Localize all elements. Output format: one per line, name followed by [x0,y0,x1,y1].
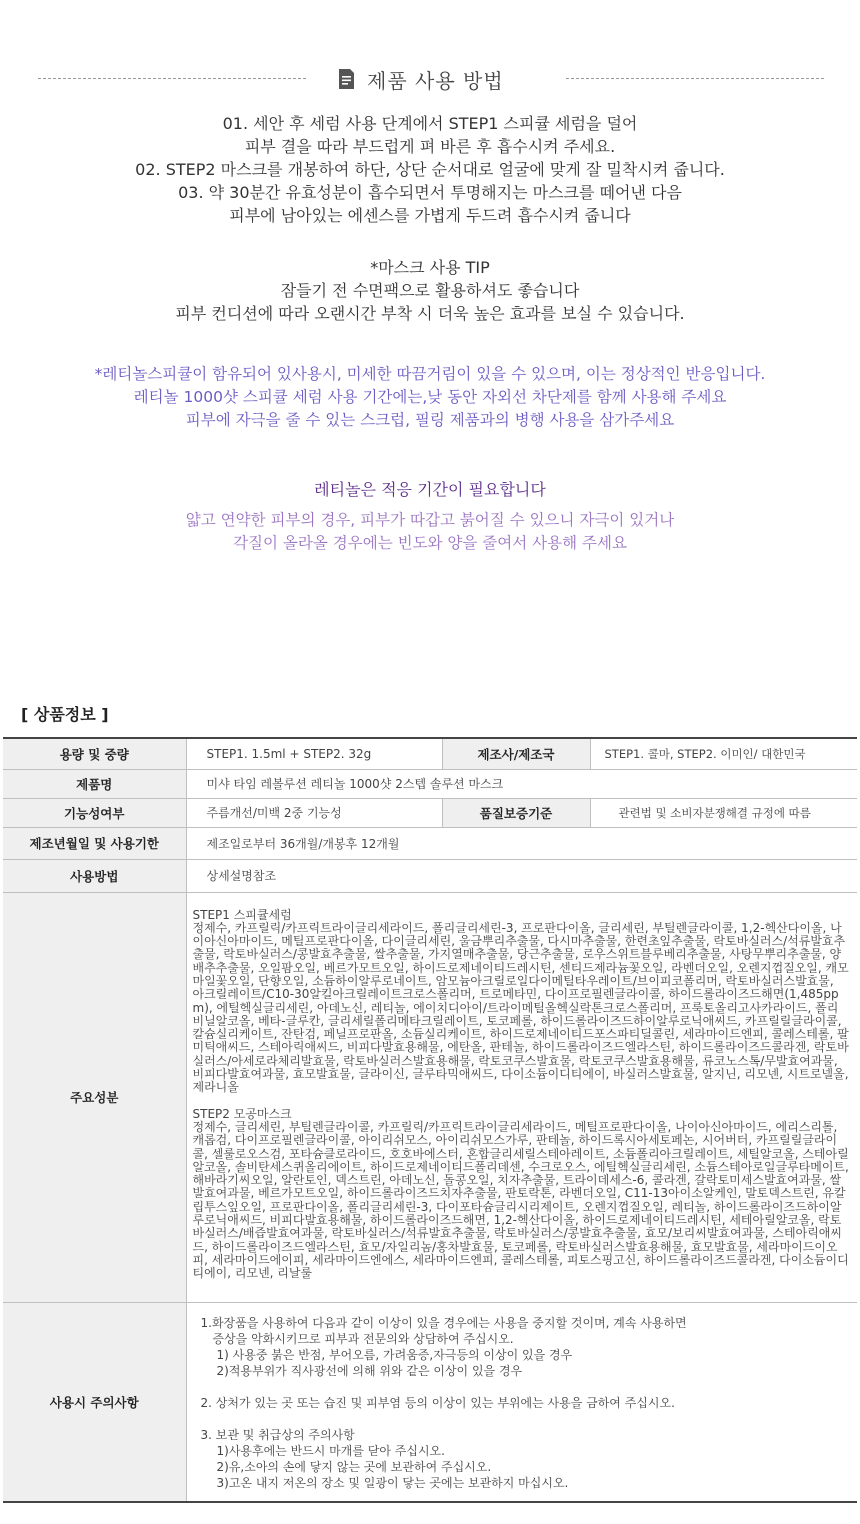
method-label: 사용방법 [3,859,186,892]
retinol-notice [0,363,860,432]
notice-line: 피부에 자극을 줄 수 있는 스크럽, 필링 제품과의 병행 사용을 삼가주세요 [185,411,675,429]
table-row [3,827,857,859]
usage-step-line: 03. 약 30분간 유효성분이 흡수되면서 투명해지는 마스크를 떼어낸 다음 [178,183,682,202]
retinol-line: 얇고 연약한 피부의 경우, 피부가 따갑고 붉어질 수 있으니 자극이 있거나 [185,511,675,529]
capacity-label: 용량 및 중량 [3,738,186,769]
method-value: 상세설명참조 [186,859,857,892]
usage-title [338,64,504,94]
tip-line: 잠들기 전 수면팩으로 활용하셔도 좋습니다 [280,281,580,300]
caution-item: 3)고온 내지 저온의 장소 및 일광이 닿는 곳에는 보관하지 마십시오. [216,1475,569,1490]
notice-line: 레티놀 1000샷 스피큘 세럼 사용 기간에는,낮 동안 자외선 차단제를 함께 사용해 주세요 [133,388,727,406]
caution-item: 증상을 악화시키므로 피부과 전문의와 상담하여 주십시오. [212,1331,514,1346]
tip-title: *마스크 사용 TIP [370,258,490,277]
divider-right [566,78,824,79]
step2-title: STEP2 모공마스크 [192,1106,292,1121]
product-name-label: 제품명 [3,769,186,798]
divider-left [38,78,306,79]
maker-label: 제조사/제조국 [442,738,590,769]
usage-title-text: 제품 사용 방법 [367,68,504,93]
caution-label: 사용시 주의사항 [3,1302,186,1502]
usage-steps [0,112,860,325]
tip-line: 피부 컨디션에 따라 오랜시간 부착 시 더욱 높은 효과를 보실 수 있습니다. [175,304,685,323]
caution-item: 3. 보관 및 취급상의 주의사항 [200,1427,355,1442]
caution-item: 1)사용후에는 반드시 마개를 닫아 주십시오. [216,1443,445,1458]
expiry-label: 제조년월일 및 사용기한 [3,827,186,859]
document-icon [338,69,355,89]
table-row [3,798,857,827]
caution-item: 1.화장품을 사용하여 다음과 같이 이상이 있을 경우에는 사용을 중지할 것이며, 계속 사용하면 [200,1315,687,1330]
table-row [3,769,857,798]
step2-ingredients: 정제수, 글리세린, 부틸렌글라이콜, 카프릴릭/카프릭트라이글리세라이드, 메틸프로판다이올, 나이아신아마이드, 에리스리톨, 캐롭검, 다이프로필렌글라이콜, 아이리쉬모스, 아이리쉬모스가루, 판테놀, 하이드록시아세토페논, 시어버터, 카프릴릴글라이콜, 셀룰로오스검, 포타슘클로라이드, 호호바에스터, 혼합글리세릴스테아레이트, 소듐폴리아크릴레이트, 세틸알코올, 스테아릴알코올, 솔비탄세스퀴올리에이트, 하이드로제네이티드폴리데센, 수크로오스, 에틸헥실글리세린, 소듐스테아로일글루타메이트, 해바라기씨오일, 알란토인, 덱스트린, 아데노신, 돌콩오일, 치자추출물, 트라이데세스-6, 콜라겐, 갈락토미세스발효여과물, 쌀발효여과물, 베르가모트오일, 하이드롤라이즈드치자추출물, 판토락톤, 라벤더오일, C11-13아이소알케인, 말토덱스트린, 유칼립투스잎오일, 프로판다이올, 폴리글리세린-3, 다이포타슘글리시리제이트, 오렌지껍질오일, 레티놀, 하이드롤라이즈드하이알루로닉애씨드, 비피다발효용해물, 하이드롤라이즈드해면, 1,2-헥산다이올, 하이드로제네이티드레시틴, 세테아릴알코올, 락토바실러스/배즙발효여과물, 락토바실러스/석류발효추출물, 락토바실러스/콩발효추출물, 효모/보리씨발효여과물, 스테아릭애씨드, 하이드롤라이즈드엘라스틴, 효모/자일리놈/홍차발효물, 토코페롤, 락토바실러스발효용해물, 효모발효물, 세라마이드이오피, 세라마이드에이피, 세라마이드엔에스, 세라마이드엔피, 콜레스테롤, 피토스핑고신, 하이드롤라이즈드콜라겐, 다이소듐이디티에이, 리모넨, 리날룰 [192,1119,849,1281]
function-value: 주름개선/미백 2중 기능성 [186,798,442,827]
quality-value: 관련법 및 소비자분쟁해결 규정에 따름 [590,798,857,827]
expiry-value: 제조일로부터 36개월/개봉후 12개월 [186,827,857,859]
table-row [3,892,857,1302]
caution-item: 2)유,소아의 손에 닿지 않는 곳에 보관하여 주십시오. [216,1459,492,1474]
caution-value [186,1302,857,1502]
table-row [3,1302,857,1502]
product-name-value: 미샤 타임 레볼루션 레티놀 1000샷 2스텝 솔루션 마스크 [186,769,857,798]
quality-label: 품질보증기준 [442,798,590,827]
usage-step-line: 피부 결을 따라 부드럽게 펴 바른 후 흡수시켜 주세요. [244,137,616,156]
step1-title: STEP1 스피큘세럼 [192,907,292,922]
step1-ingredients: 정제수, 카프릴릭/카프릭트라이글리세라이드, 폴리글리세린-3, 프로판다이올, 글리세린, 부틸렌글라이콜, 1,2-헥산다이올, 나이아신아마이드, 메틸프로판다이올, 다이글리세린, 울금뿌리추출물, 다시마추출물, 한련초잎추출물, 락토바실러스/석류발효추출물, 락토바실러스/콩발효추출물, 쌀추출물, 가지열매추출물, 당근추출물, 로우스위트블루베리추출물, 사탕무뿌리추출물, 양배추추출물, 오일팜오일, 베르가모트오일, 하이드로제네이티드레시틴, 센티드제라늄꽃오일, 라벤더오일, 오렌지껍질오일, 캐모마일꽃오일, 단향오일, 소듐하이알루로네이트, 암모늄아크릴로일다이메틸타우레이트/브이피코폴리머, 락토바실러스발효물, 아크릴레이트/C10-30알킬아크릴레이트크로스폴리머, 트로메타민, 다이프로필렌글라이콜, 하이드롤라이즈드해면(1,485ppm), 에틸헥실글리세린, 아데노신, 레티놀, 에이치디아이/트라이메틸올헥실락톤크로스폴리머, 프룩토올리고사카라이드, 폴리비닐알코올, 베타-글루칸, 글리세릴폴리메타크릴레이트, 토코페롤, 하이드롤라이즈드하이알루로닉애씨드, 카프릴릴글라이콜, 칼슘실리케이트, 잔탄검, 페닐프로판올, 소듐실리케이트, 하이드로제네이티드포스파티딜콜린, 세라마이드엔피, 콜레스테롤, 팔미틱애씨드, 스테아릭애씨드, 비피다발효용해물, 에탄올, 판테놀, 하이드롤라이즈드엘라스틴, 하이드롤라이즈드콜라겐, 락토바실러스/아세로라체리발효물, 락토바실러스발효용해물, 락토코쿠스발효물, 락토코쿠스발효용해물, 류코노스톡/무발효여과물, 비피다발효여과물, 효모발효물, 글라이신, 글루타믹애씨드, 다이소듐이디티에이, 바실러스발효물, 알지닌, 리모넨, 시트로넬올, 제라니올 [192,920,849,1095]
maker-value: STEP1. 콜마, STEP2. 이미인/ 대한민국 [590,738,857,769]
usage-header [0,64,860,94]
retinol-line: 각질이 올라올 경우에는 빈도와 양을 줄여서 사용해 주세요 [233,534,627,552]
capacity-value: STEP1. 1.5ml + STEP2. 32g [186,738,442,769]
ingredients-value [186,892,857,1302]
caution-item: 2. 상처가 있는 곳 또는 습진 및 피부염 등의 이상이 있는 부위에는 사용을 금하여 주십시오. [200,1395,675,1410]
product-info-table [3,737,857,1503]
caution-item: 1) 사용중 붉은 반점, 부어오름, 가려움증,자극등의 이상이 있을 경우 [216,1347,573,1362]
usage-step-line: 01. 세안 후 세럼 사용 단계에서 STEP1 스피큘 세럼을 덜어 [222,114,638,133]
function-label: 기능성여부 [3,798,186,827]
table-row [3,859,857,892]
product-info-label: [ 상품정보 ] [21,705,109,724]
caution-item: 2)적용부위가 직사광선에 의해 위와 같은 이상이 있을 경우 [216,1363,523,1378]
usage-step-line: 02. STEP2 마스크를 개봉하여 하단, 상단 순서대로 얼굴에 맞게 잘 밀착시켜 줍니다. [135,160,725,179]
retinol-adaptation [0,478,860,555]
usage-step-line: 피부에 남아있는 에센스를 가볍게 두드려 흡수시켜 줍니다 [229,206,631,225]
table-row [3,738,857,769]
notice-line: *레티놀스피큘이 함유되어 있사용시, 미세한 따끔거림이 있을 수 있으며, 이는 정상적인 반응입니다. [94,365,766,383]
ingredients-label: 주요성분 [3,892,186,1302]
retinol-title: 레티놀은 적응 기간이 필요합니다 [314,480,546,499]
